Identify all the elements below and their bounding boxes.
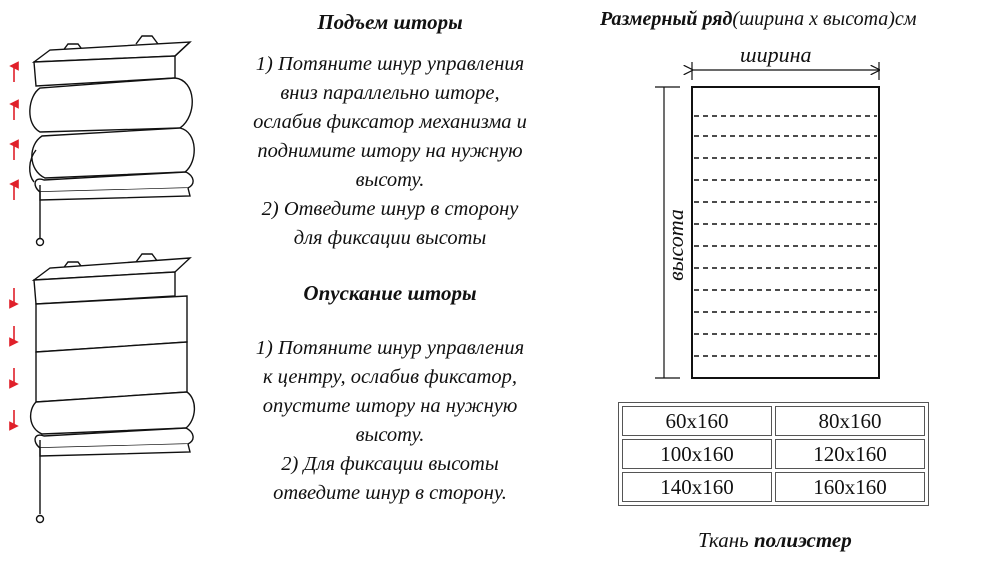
- lower-line: 1) Потяните шнур управления: [255, 337, 525, 359]
- size-range-title-rest: (ширина х высота)см: [732, 8, 917, 30]
- size-cell: 60x160: [622, 406, 772, 436]
- fabric-prefix: Ткань: [698, 528, 754, 552]
- table-row: [622, 406, 925, 436]
- lower-line: 2) Для фиксации высоты: [281, 453, 499, 475]
- lower-instructions: [205, 334, 575, 508]
- raise-line: ослабив фиксатор механизма и: [253, 111, 527, 133]
- raise-title: Подъем шторы: [317, 10, 463, 34]
- size-range-title: [600, 8, 917, 31]
- raise-line: 2) Отведите шнур в сторону: [261, 198, 519, 220]
- raise-line: для фиксации высоты: [293, 227, 487, 249]
- height-label: высота: [662, 209, 688, 281]
- lower-line: к центру, ослабив фиксатор,: [262, 366, 518, 388]
- raise-line: высоту.: [355, 169, 425, 191]
- lower-line: высоту.: [355, 424, 425, 446]
- size-range-title-bold: Размерный ряд: [600, 8, 733, 30]
- raise-line: поднимите штору на нужную: [257, 140, 523, 162]
- lower-title: Опускание шторы: [303, 281, 477, 305]
- size-cell: 100x160: [622, 439, 772, 469]
- raise-line: 1) Потяните шнур управления: [255, 53, 525, 75]
- width-label: ширина: [740, 42, 812, 67]
- table-row: [622, 472, 925, 502]
- raise-instructions: [205, 50, 575, 253]
- lower-line: опустите штору на нужную: [262, 395, 518, 417]
- raise-line: вниз параллельно шторе,: [280, 82, 500, 104]
- table-row: [622, 439, 925, 469]
- size-cell: 140x160: [622, 472, 772, 502]
- fabric-note: [698, 528, 852, 553]
- fabric-material: полиэстер: [753, 528, 852, 552]
- lower-line: отведите шнур в сторону.: [273, 482, 507, 504]
- size-cell: 160x160: [775, 472, 925, 502]
- raised-blind-drawing: [30, 36, 194, 246]
- size-table: [618, 402, 929, 506]
- size-cell: 120x160: [775, 439, 925, 469]
- lowered-blind-drawing: [31, 254, 195, 523]
- size-cell: 80x160: [775, 406, 925, 436]
- roman-blind-illustrations: [0, 0, 205, 562]
